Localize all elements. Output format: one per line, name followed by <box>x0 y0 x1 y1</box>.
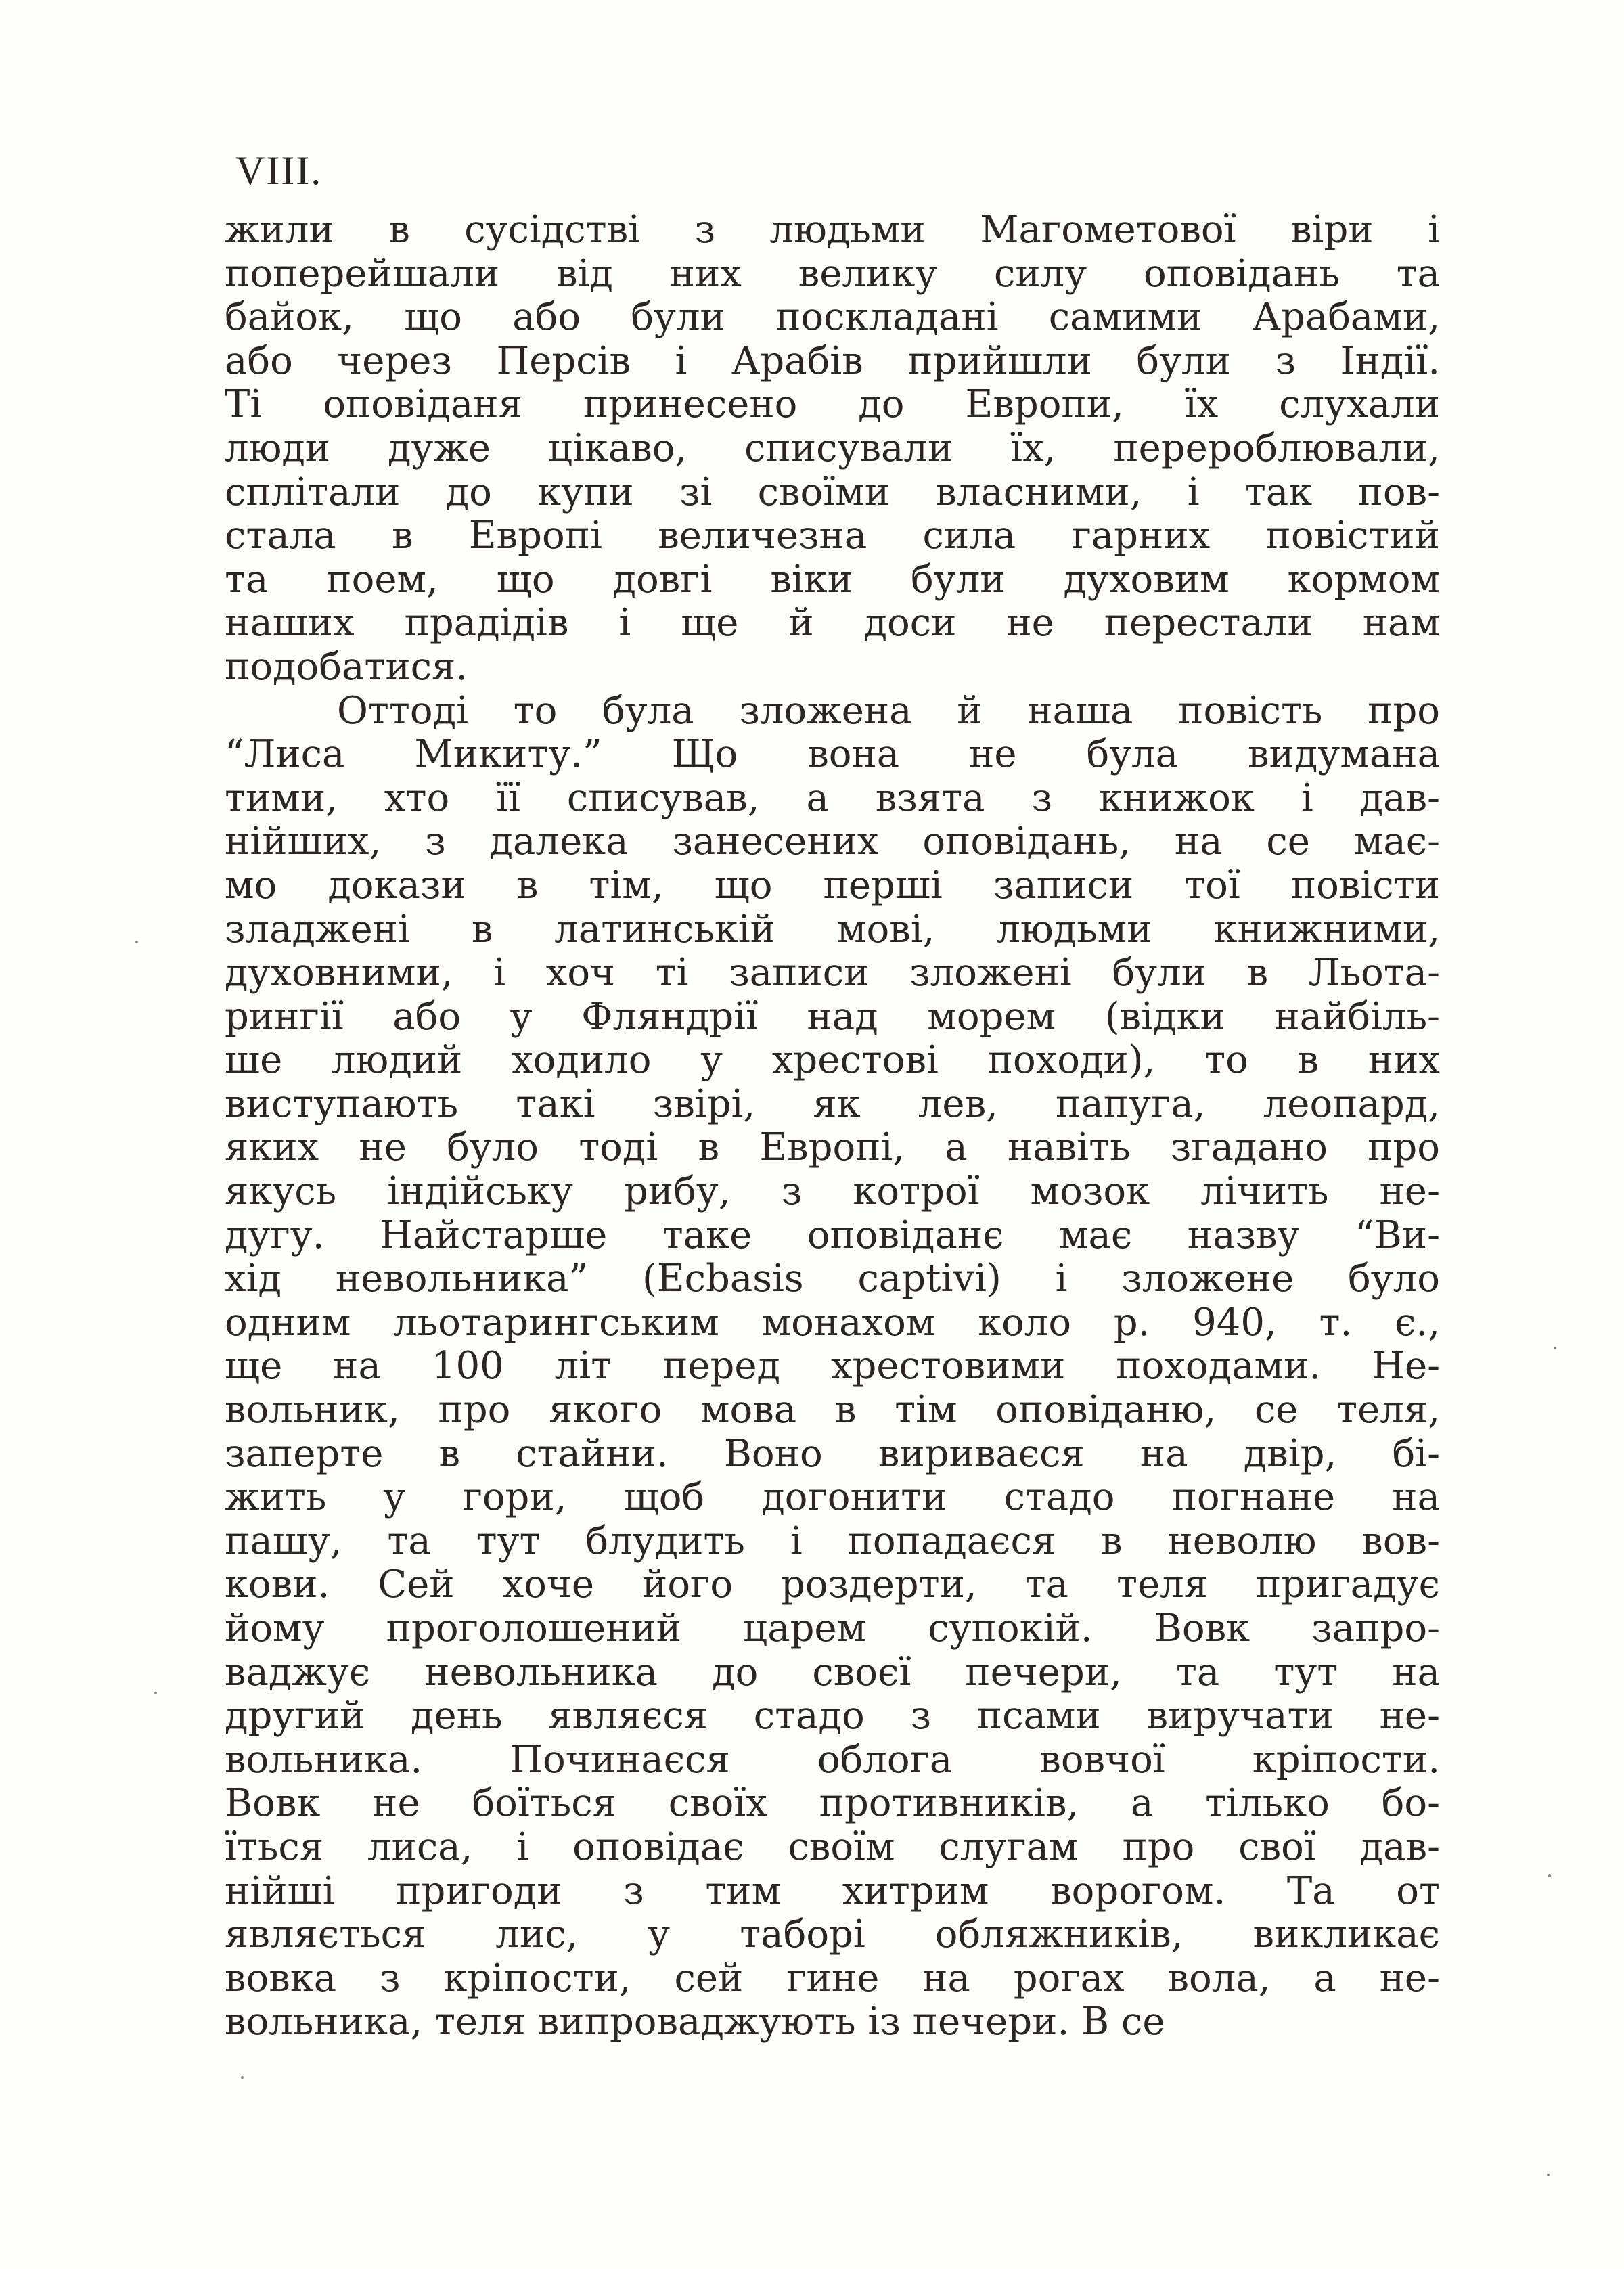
text-line: кови. Сей хоче його роздерти, та теля пригадує <box>225 1563 1440 1607</box>
text-line: духовними, і хоч ті записи зложені були в Льота- <box>225 951 1440 995</box>
body-text <box>225 208 1440 2044</box>
text-line: другий день являєся стадо з псами виручати не- <box>225 1694 1440 1738</box>
text-line: йому проголошений царем супокій. Вовк запро- <box>225 1607 1440 1650</box>
scan-speck <box>1548 1874 1551 1877</box>
text-line: тими, хто її списував, а взята з книжок і дав- <box>225 776 1440 820</box>
text-line: ще на 100 літ перед хрестовими походами. Не- <box>225 1344 1440 1389</box>
text-line: стала в Европі величезна сила гарних повістий <box>225 514 1440 558</box>
text-line: та поем, що довгі віки були духовим кормом <box>225 557 1440 602</box>
text-line: їться лиса, і оповідає своїм слугам про свої дав- <box>225 1824 1440 1869</box>
text-line: ваджує невольника до своєї печери, та тут на <box>225 1650 1440 1694</box>
text-line: поперейшали від них велику силу оповідань та <box>225 251 1440 296</box>
text-line: нійші пригоди з тим хитрим ворогом. Та от <box>225 1868 1440 1913</box>
text-line: заперте в стайни. Воно вириваєся на двір, бі- <box>225 1431 1440 1476</box>
text-line: нійших, з далека занесених оповідань, на се має- <box>225 819 1440 864</box>
text-line: “Лиса Микиту.” Що вона не була видумана <box>225 732 1440 777</box>
scan-speck <box>241 2076 244 2079</box>
text-line: байок, що або були поскладані самими Арабами, <box>225 295 1440 340</box>
text-line: Оттоді то була зложена й наша повість про <box>337 688 1440 733</box>
text-line: Ті оповіданя принесено до Европи, їх слухали <box>225 382 1440 427</box>
scan-speck <box>135 941 138 943</box>
text-line: жить у гори, щоб догонити стадо погнане на <box>225 1475 1440 1520</box>
text-line: Вовк не боїться своїх противників, а тілько бо- <box>225 1781 1440 1826</box>
text-line: вольника. Починаєся облога вовчої кріпости. <box>225 1737 1440 1782</box>
text-line: вольник, про якого мова в тім оповіданю, се теля, <box>225 1388 1440 1433</box>
text-line: подобатися. <box>225 644 468 689</box>
page-number: VIII. <box>235 148 323 193</box>
text-line: мо докази в тім, що перші записи тої повісти <box>225 863 1440 907</box>
text-line: сплітали до купи зі своїми власними, і так пов- <box>225 470 1440 514</box>
text-line: ше людий ходило у хрестові походи), то в них <box>225 1038 1440 1083</box>
text-line: пашу, та тут блудить і попадаєся в неволю вов- <box>225 1519 1440 1563</box>
text-line: являється лис, у таборі обляжників, викликає <box>225 1912 1440 1957</box>
text-line: рингії або у Фляндрії над морем (відки найбіль- <box>225 994 1440 1039</box>
text-line: одним льотарингським монахом коло р. 940, т. є., <box>225 1300 1440 1345</box>
text-line: наших прадідів і ще й доси не перестали нам <box>225 601 1440 646</box>
text-line: вольника, теля випроваджують із печери. В се <box>225 2000 1165 2044</box>
text-line: дугу. Найстарше таке оповіданє має назву “Ви- <box>225 1213 1440 1257</box>
scan-speck <box>1554 1347 1556 1349</box>
text-line: або через Персів і Арабів прийшли були з Індії. <box>225 338 1440 383</box>
scan-speck <box>154 1692 157 1694</box>
text-line: якусь індійську рибу, з котрої мозок лічить не- <box>225 1169 1440 1214</box>
text-line: жили в сусідстві з людьми Магометової віри і <box>225 208 1440 252</box>
text-line: хід невольника” (Ecbasis captivi) і зложене було <box>225 1257 1440 1301</box>
text-line: люди дуже цікаво, списували їх, перероблювали, <box>225 426 1440 470</box>
text-line: виступають такі звірі, як лев, папуга, леопард, <box>225 1081 1440 1126</box>
text-line: вовка з кріпости, сей гине на рогах вола, а не- <box>225 1956 1440 2000</box>
text-line: зладжені в латинській мові, людьми книжними, <box>225 907 1440 951</box>
text-line: яких не було тоді в Европі, а навіть згадано про <box>225 1125 1440 1170</box>
scan-speck <box>1547 2174 1550 2176</box>
